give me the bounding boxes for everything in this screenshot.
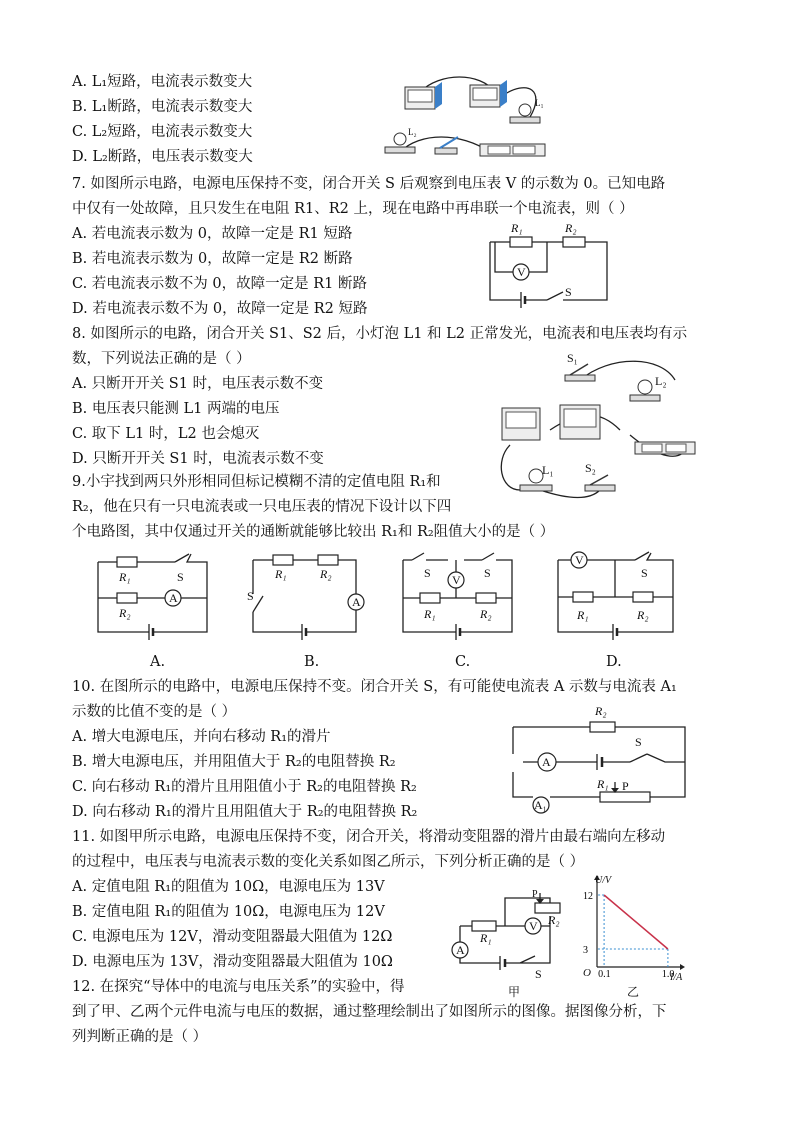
svg-text:S: S [484, 566, 491, 580]
q8-option-c: C. 取下 L1 时，L2 也会熄灭 [72, 426, 260, 442]
q6-option-c: C. L₂短路，电流表示数变大 [72, 124, 253, 140]
q8-s2-label: S₂ [585, 461, 596, 475]
origin-label: O [583, 967, 591, 979]
q6-option-a: A. L₁短路，电流表示数变大 [72, 74, 253, 90]
x-tick-label: 0.1 [598, 969, 611, 980]
q7-stem-line2: 中仅有一处故障，且只发生在电阻 R1、R2 上，现在电路中再串联一个电流表，则（ ） [72, 201, 634, 217]
svg-text:S: S [177, 570, 184, 584]
svg-text:R₂: R₂ [637, 608, 649, 622]
svg-text:S: S [247, 589, 254, 603]
q9-choice-c: C. [455, 654, 471, 670]
q11-yi-chart [575, 872, 685, 982]
svg-text:R₂: R₂ [480, 607, 492, 621]
svg-text:S: S [641, 566, 648, 580]
q7-r2-label: R₂ [565, 221, 577, 235]
svg-text:A: A [169, 591, 178, 605]
svg-text:R₁: R₁ [119, 570, 131, 584]
svg-text:L₂: L₂ [408, 127, 417, 137]
svg-text:R₁: R₁ [275, 567, 287, 581]
svg-text:R₂: R₂ [320, 567, 332, 581]
q7-stem-line1: 7. 如图所示电路，电源电压保持不变，闭合开关 S 后观察到电压表 V 的示数为 0。已知电路 [72, 176, 666, 192]
svg-text:R₁: R₁ [480, 931, 492, 945]
q8-option-d: D. 只断开开关 S1 时，电流表示数不变 [72, 451, 324, 467]
q9-choice-a: A. [150, 654, 166, 670]
q8-s1-label: S₁ [567, 351, 578, 365]
q10-option-d: D. 向右移动 R₁的滑片且用阻值大于 R₂的电阻替换 R₂ [72, 804, 418, 820]
q8-option-b: B. 电压表只能测 L1 两端的电压 [72, 401, 280, 417]
svg-text:V: V [452, 573, 461, 587]
series-line [604, 895, 668, 949]
q11-yi-caption: 乙 [627, 985, 640, 999]
q9-circuit-b [248, 550, 368, 640]
q12-stem-line3: 列判断正确的是（ ） [72, 1029, 208, 1045]
q10-option-b: B. 增大电源电压，并用阻值大于 R₂的电阻替换 R₂ [72, 754, 396, 770]
q10-ammeter-a-label: A [542, 755, 551, 769]
q6-option-d: D. L₂断路，电压表示数变大 [72, 149, 253, 165]
q11-jia-caption: 甲 [508, 985, 521, 999]
q9-choice-d: D. [606, 654, 622, 670]
q11-option-b: B. 定值电阻 R₁的阻值为 10Ω，电源电压为 12V [72, 904, 385, 920]
svg-text:P: P [532, 889, 538, 900]
q9-stem-line3: 个电路图，其中仅通过开关的通断就能够比较出 R₁和 R₂阻值大小的是（ ） [72, 524, 555, 540]
svg-text:V: V [575, 553, 584, 567]
q8-stem-line2: 数，下列说法正确的是（ ） [72, 351, 251, 367]
q11-option-c: C. 电源电压为 12V，滑动变阻器最大阻值为 12Ω [72, 929, 393, 945]
q7-r2-resistor [563, 237, 585, 247]
q7-switch-label: S [565, 285, 572, 299]
x-tick-label: 1.0 [661, 969, 675, 980]
svg-text:R₂: R₂ [548, 913, 560, 927]
q7-option-b: B. 若电流表示数为 0，故障一定是 R2 断路 [72, 251, 353, 267]
q9-circuit-a [95, 550, 215, 640]
q9-stem-line2: R₂，他在只有一只电流表或一只电压表的情况下设计以下四 [72, 499, 452, 515]
q10-circuit-diagram [505, 702, 695, 812]
svg-text:P: P [622, 779, 629, 793]
q7-voltmeter-label: V [517, 265, 526, 279]
q7-switch [547, 292, 563, 300]
q8-l2-label: L₂ [655, 374, 667, 388]
q7-r1-resistor [510, 237, 532, 247]
q7-option-a: A. 若电流表示数为 0，故障一定是 R1 短路 [72, 226, 353, 242]
q6-option-b: B. L₁断路，电流表示数变大 [72, 99, 253, 115]
q7-option-d: D. 若电流表示数不为 0，故障一定是 R2 短路 [72, 301, 368, 317]
q9-choice-b: B. [304, 654, 320, 670]
svg-text:S: S [635, 735, 642, 749]
q12-stem-line1: 12. 在探究“导体中的电流与电压关系”的实验中，得 [72, 979, 405, 995]
q11-option-a: A. 定值电阻 R₁的阻值为 10Ω，电源电压为 13V [72, 879, 385, 895]
q9-circuit-d [555, 545, 680, 640]
q10-option-c: C. 向右移动 R₁的滑片且用阻值小于 R₂的电阻替换 R₂ [72, 779, 417, 795]
x-axis-label: I/A [670, 972, 683, 983]
q11-option-d: D. 电源电压为 13V，滑动变阻器最大阻值为 10Ω [72, 954, 393, 970]
q11-stem-line1: 11. 如图甲所示电路，电源电压保持不变，闭合开关，将滑动变阻器的滑片由最右端向左移动 [72, 829, 666, 845]
q8-l1-label: L₁ [542, 463, 554, 477]
q11-jia-circuit [450, 888, 570, 988]
svg-text:A: A [352, 595, 361, 609]
q10-stem-line2: 示数的比值不变的是（ ） [72, 704, 237, 720]
q6-apparatus-figure [380, 72, 555, 162]
q10-r2-label: R₂ [595, 704, 607, 718]
svg-text:L₁: L₁ [535, 98, 544, 108]
svg-text:R₂: R₂ [119, 606, 131, 620]
q7-circuit-diagram [485, 220, 615, 315]
q8-apparatus-figure [490, 350, 705, 500]
svg-text:R₁: R₁ [577, 608, 589, 622]
q9-stem-line1: 9.小宇找到两只外形相同但标记模糊不清的定值电阻 R₁和 [72, 474, 441, 490]
q9-circuit-c [400, 550, 520, 640]
y-tick-label: 12 [583, 891, 593, 902]
q7-option-c: C. 若电流表示数不为 0，故障一定是 R1 断路 [72, 276, 367, 292]
svg-text:R₁: R₁ [597, 777, 609, 791]
q10-stem-line1: 10. 在图所示的电路中，电源电压保持不变。闭合开关 S，有可能使电流表 A 示数与电流表 A₁ [72, 679, 677, 695]
q10-ammeter-a1-label: A₁ [534, 798, 547, 812]
svg-text:R₁: R₁ [424, 607, 436, 621]
q10-option-a: A. 增大电源电压，并向右移动 R₁的滑片 [72, 729, 331, 745]
q11-stem-line2: 的过程中，电压表与电流表示数的变化关系如图乙所示，下列分析正确的是（ ） [72, 854, 585, 870]
svg-text:S: S [535, 967, 542, 981]
y-tick-label: 3 [583, 945, 588, 956]
q8-stem-line1: 8. 如图所示的电路，闭合开关 S1、S2 后，小灯泡 L1 和 L2 正常发光，电流表和电压表均有示 [72, 326, 688, 342]
svg-text:V: V [529, 919, 538, 933]
svg-text:A: A [456, 943, 465, 957]
y-axis-label: U/V [595, 875, 612, 886]
svg-text:S: S [424, 566, 431, 580]
q7-r1-label: R₁ [511, 221, 523, 235]
q8-option-a: A. 只断开开关 S1 时，电压表示数不变 [72, 376, 324, 392]
q12-stem-line2: 到了甲、乙两个元件电流与电压的数据，通过整理绘制出了如图所示的图像。据图像分析，下 [72, 1004, 667, 1020]
